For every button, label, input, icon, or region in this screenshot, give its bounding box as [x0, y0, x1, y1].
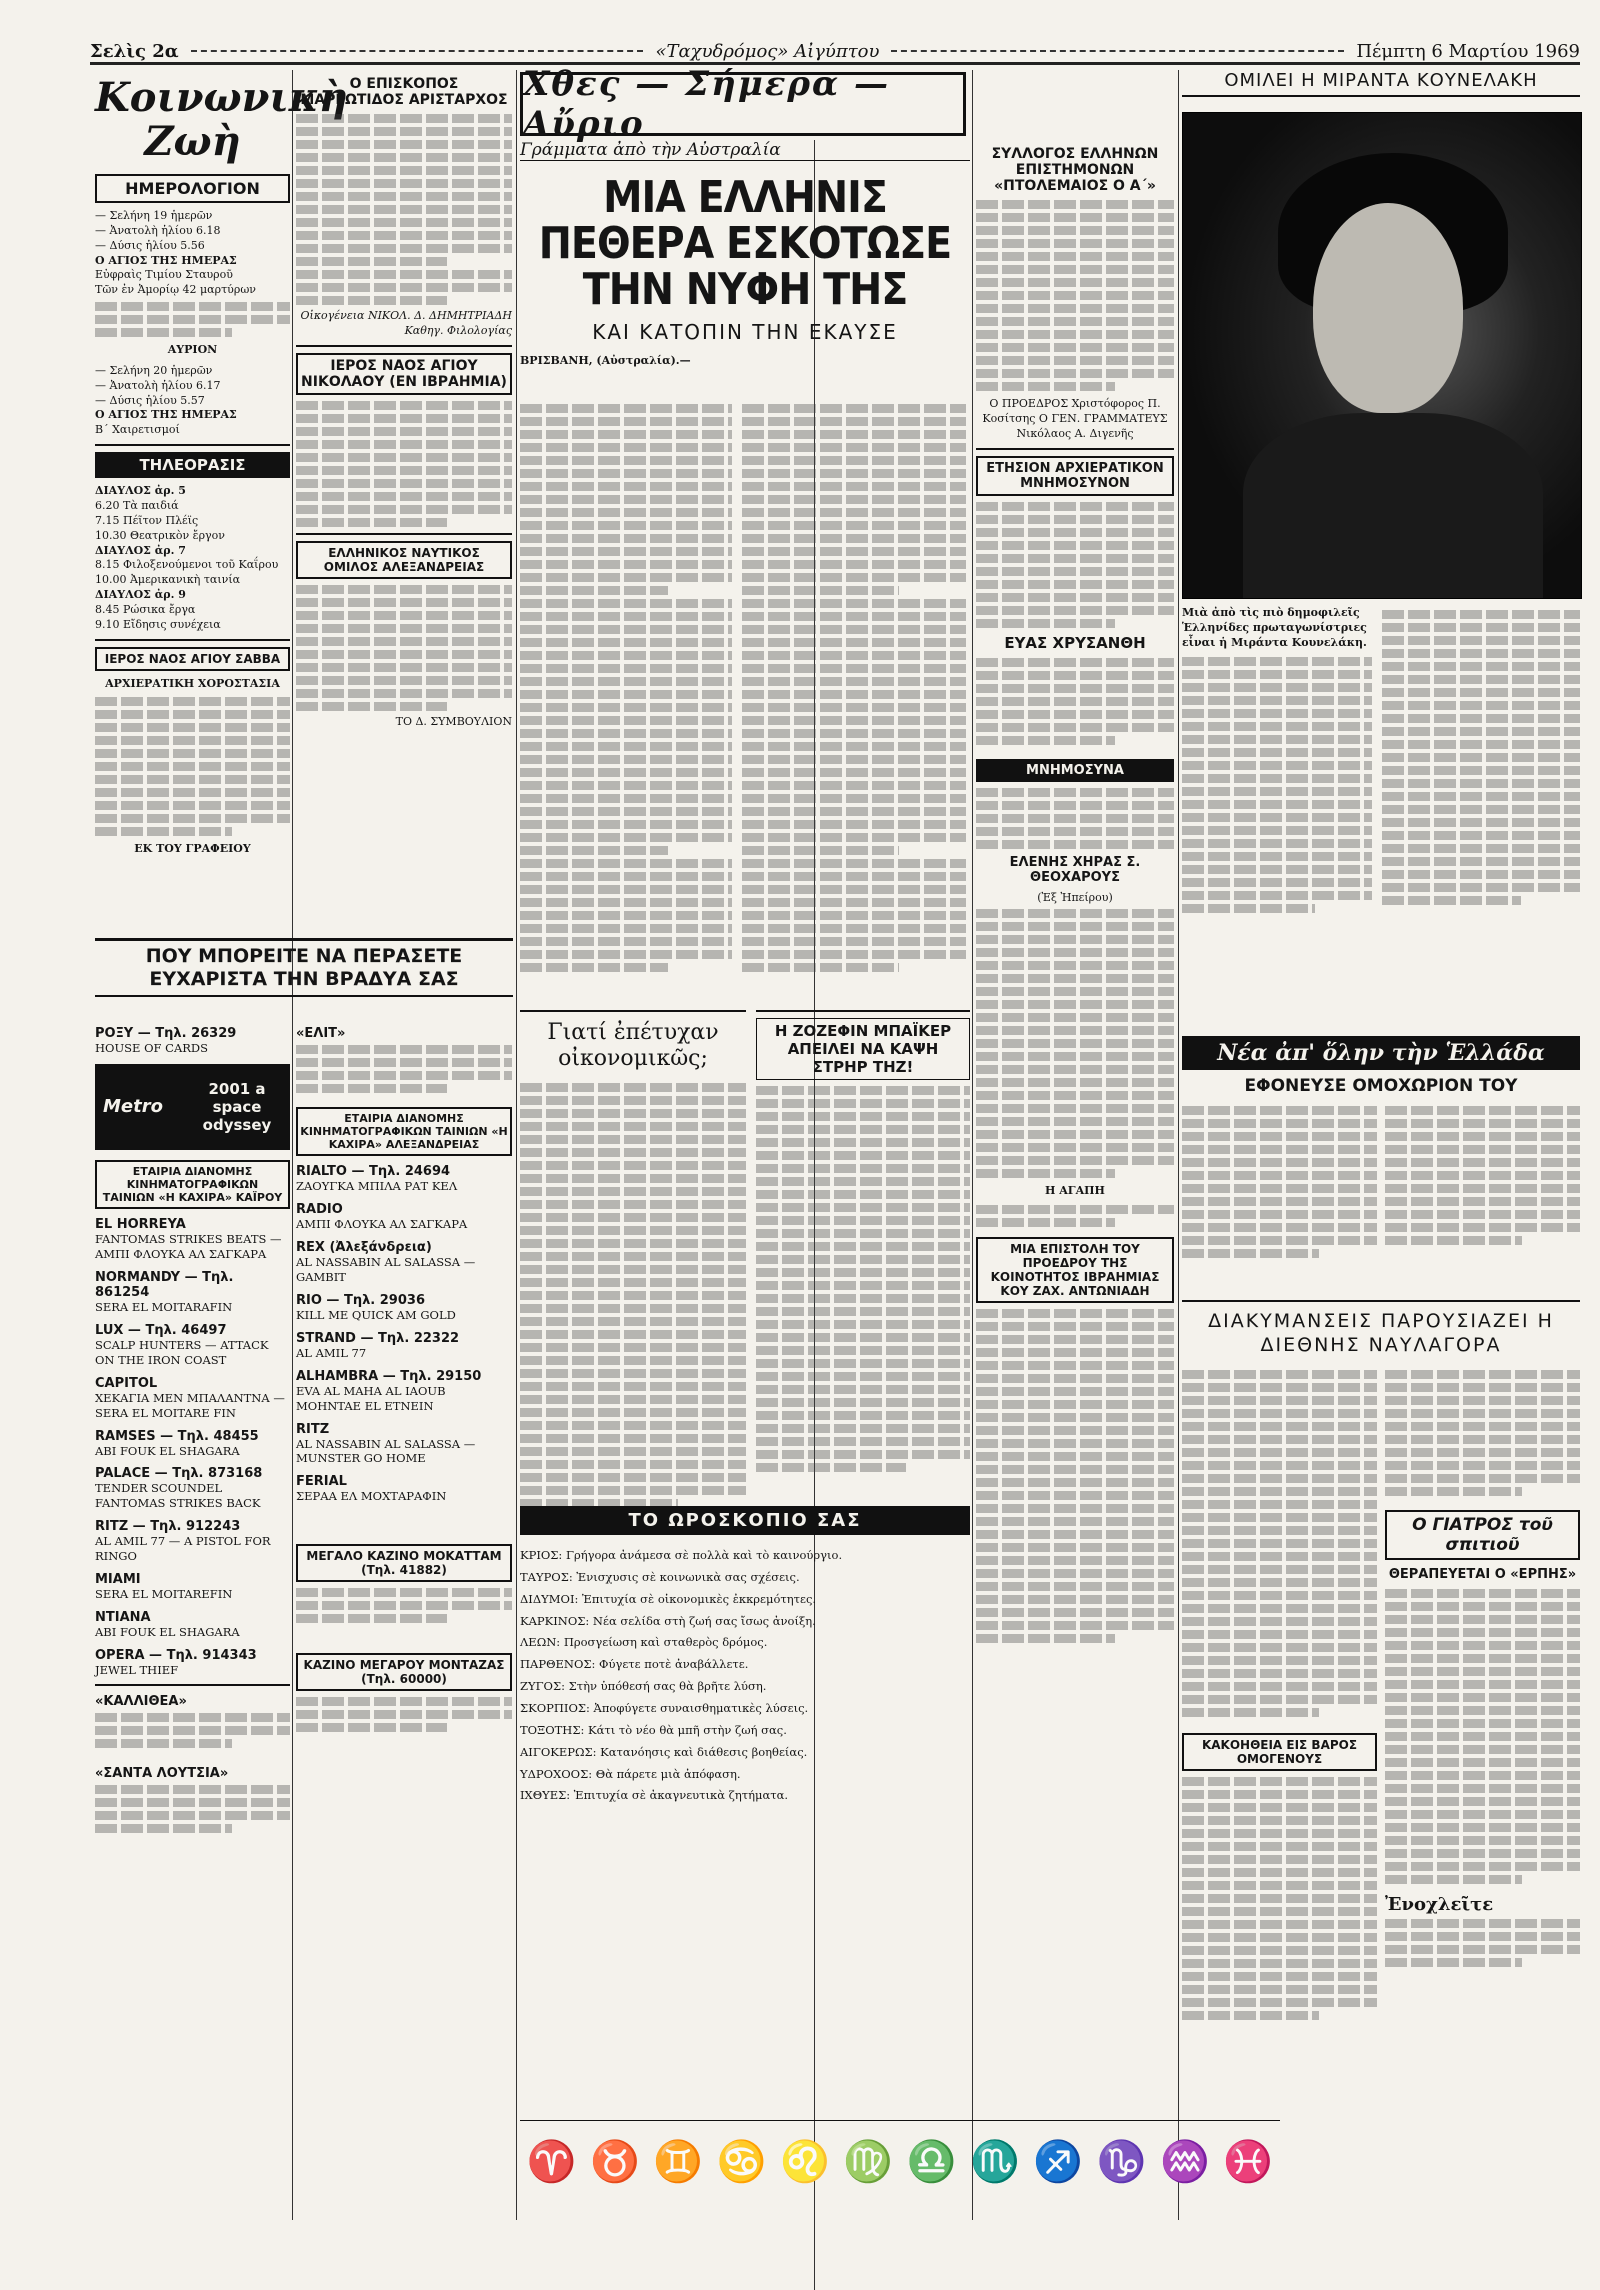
- column-associations: ΣΥΛΛΟΓΟΣ ΕΛΛΗΝΩΝ ΕΠΙΣΤΗΜΟΝΩΝ «ΠΤΟΛΕΜΑΙΟΣ Ο Α΄» Ο ΠΡΟΕΔΡΟΣ Χριστόφορος Π. Κοσίτσης Ο ΓΕΝ. ΓΡΑΜΜΑΤΕΥΣ Νικόλαος Α. Διγενῆς ΕΤΗΣΙΟΝ ΑΡΧΙΕΡΑΤΙΚΟΝ ΜΝΗΜΟΣΥΝΟΝ ΕΥΑΣ ΧΡΥΣΑΝΘΗ ΜΝΗΜΟΣΥΝΑ ΕΛΕΝΗΣ ΧΗΡΑΣ Σ. ΘΕΟΧΑΡΟΥΣ (Ἐξ Ἠπείρου) Η ΑΓΑΠΗ ΜΙΑ ΕΠΙΣΤΟΛΗ ΤΟΥ ΠΡΟΕΔΡΟΥ ΤΗΣ ΚΟΙΝΟΤΗΤΟΣ ΙΒΡΑΗΜΙΑΣ ΚΟΥ ΖΑΧ. ΑΝΤΩΝΙΑΔΗ: [976, 140, 1174, 1647]
- syllogos-heading: ΣΥΛΛΟΓΟΣ ΕΛΛΗΝΩΝ ΕΠΙΣΤΗΜΟΝΩΝ «ΠΤΟΛΕΜΑΙΟΣ Ο Α΄»: [991, 146, 1159, 194]
- pisces-icon: ♓: [1223, 2138, 1274, 2185]
- virgo-icon: ♍: [843, 2138, 894, 2185]
- horoscope-heading: ΤΟ ΩΡΟΣΚΟΠΙΟ ΣΑΣ: [520, 1506, 970, 1535]
- economic-article: [520, 1010, 746, 1512]
- leo-icon: ♌: [780, 2138, 830, 2185]
- issue-date: Πέμπτη 6 Μαρτίου 1969: [1356, 40, 1581, 62]
- nautical-club-heading: ΕΛΛΗΝΙΚΟΣ ΝΑΥΤΙΚΟΣ ΟΜΙΛΟΣ ΑΛΕΞΑΝΔΡΕΙΑΣ: [296, 541, 512, 579]
- shipping-news: ΔΙΑΚΥΜΑΝΣΕΙΣ ΠΑΡΟΥΣΙΑΖΕΙ Η ΔΙΕΘΝΗΣ ΝΑΥΛΑΓΟΡΑ ΚΑΚΟΗΘΕΙΑ ΕΙΣ ΒΑΡΟΣ ΟΜΟΓΕΝΟΥΣ Ο ΓΙΑΤΡΟΣ τοῦ σπιτιοῦ ΘΕΡΑΠΕΥΕΤΑΙ Ο «ΕΡΠΗΣ» Ἐνοχλεῖτε: [1182, 1300, 1580, 2024]
- sabba-heading: ΙΕΡΟΣ ΝΑΟΣ ΑΓΙΟΥ ΣΑΒΒΑ: [95, 647, 290, 671]
- interview-text-1: Μιὰ ἀπὸ τὶς πιὸ δημοφιλεῖς Ἑλληνίδες πρωταγωνίστριες εἶναι ἡ Μιράντα Κουνελάκη.: [1182, 606, 1372, 917]
- horoscope-signs: ΚΡΙΟΣ: Γρήγορα ἀνάμεσα σὲ πολλὰ καὶ τὸ καινούργιο. ΤΑΥΡΟΣ: Ἐνισχυσις σὲ κοινωνικὰ σας σχέσεις. ΔΙΔΥΜΟΙ: Ἐπιτυχία σὲ οἰκονομικὲς ἐκκρεμότητες. ΚΑΡΚΙΝΟΣ: Νέα σελίδα στὴ ζωή σας ἴσως ἀνοίξη. ΛΕΩΝ: Προσγείωση καὶ σταθερὸς δρόμος. ΠΑΡΘΕΝΟΣ: Φύγετε ποτὲ ἀναβάλλετε. ΖΥΓΟΣ: Στὴν ὑπόθεσή σας θὰ βρῆτε λύση. ΣΚΟΡΠΙΟΣ: Ἀποφύγετε συναισθηματικὲς λύσεις. ΤΟΞΟΤΗΣ: Κάτι τὸ νέο θὰ μπῆ στὴν ζωή σας. ΑΙΓΟΚΕΡΩΣ: Κατανόησις καὶ διάθεσις βοηθείας. ΥΔΡΟΧΟΟΣ: Θὰ πάρετε μιὰ ἀπόφαση. ΙΧΘΥΕΣ: Ἐπιτυχία σὲ ἀκαγνευτικὰ ζητήματα.: [520, 1548, 843, 1803]
- page-header: [90, 40, 1580, 65]
- column-notices: Ο ΕΠΙΣΚΟΠΟΣ ΜΑΡΕΩΤΙΔΟΣ ΑΡΙΣΤΑΡΧΟΣ Οἰκογένεια ΝΙΚΟΛ. Δ. ΔΗΜΗΤΡΙΑΔΗ Καθηγ. Φιλολογίας ΙΕΡΟΣ ΝΑΟΣ ΑΓΙΟΥ ΝΙΚΟΛΑΟΥ (ΕΝ ΙΒΡΑΗΜΙΑ) ΕΛΛΗΝΙΚΟΣ ΝΑΥΤΙΚΟΣ ΟΜΙΛΟΣ ΑΛΕΞΑΝΔΡΕΙΑΣ ΤΟ Δ. ΣΥΜΒΟΥΛΙΟΝ: [296, 70, 512, 730]
- interview-text-2: [1382, 606, 1580, 909]
- greece-news: Νέα ἀπ' ὅλην τὴν Ἑλλάδα ΕΦΟΝΕΥΣΕ ΟΜΟΧΩΡΙΟΝ ΤΟΥ: [1182, 1030, 1580, 1262]
- taurus-icon: ♉: [590, 2138, 640, 2185]
- column-social: Κοινωνικὴ Ζωὴ ΗΜΕΡΟΛΟΓΙΟΝ — Σελήνη 19 ἡμερῶν — Ἀνατολὴ ἡλίου 6.18 — Δύσις ἡλίου 5.56 Ο ΑΓΙΟΣ ΤΗΣ ΗΜΕΡΑΣ Εὐφραὶς Τιμίου Σταυροῦ Τῶν ἐν Ἀμορίῳ 42 μαρτύρων ΑΥΡΙΟΝ — Σελήνη 20 ἡμερῶν — Ἀνατολὴ ἡλίου 6.17 — Δύσις ἡλίου 5.57 Ο ΑΓΙΟΣ ΤΗΣ ΗΜΕΡΑΣ Β΄ Χαιρετισμοί ΤΗΛΕΟΡΑΣΙΣ ΔΙΑΥΛΟΣ ἀρ. 5 6.20 Τὰ παιδιά 7.15 Πέῖτον Πλέϊς 10.30 Θεατρικὸν ἔργον ΔΙΑΥΛΟΣ ἀρ. 7 8.15 Φιλοξενούμενοι τοῦ Καΐρου 10.00 Ἀμερικανικὴ ταινία ΔΙΑΥΛΟΣ ἀρ. 9 8.45 Ρώσικα ἔργα 9.10 Εἴδησις συνέχεια ΙΕΡΟΣ ΝΑΟΣ ΑΓΙΟΥ ΣΑΒΒΑ ΑΡΧΙΕΡΑΤΙΚΗ ΧΟΡΟΣΤΑΣΙΑ ΕΚ ΤΟΥ ΓΡΑΦΕΙΟΥ: [95, 74, 348, 856]
- story-text-2: [742, 400, 966, 976]
- doctor-column-heading: Ο ΓΙΑΤΡΟΣ τοῦ σπιτιοῦ: [1385, 1510, 1580, 1560]
- cinema-entries: EL HORREYA FANTOMAS STRIKES BEATS — ΑΜΠΙ ΦΛΟΥΚΑ ΑΛ ΣΑΓΚΑΡΑ NORMANDY — Τηλ. 861254 SERA EL MOITARAFIN LUX — Τηλ. 46497 SCALP HUNTERS — ATTACK ON THE IRON COAST CAPITOL ΧΕΚΑΓΙΑ ΜΕΝ ΜΠΑΛΑΝΤΝΑ — SERA EL MOITARE FIN RAMSES — Τηλ. 48455 ABI FOUK EL SHAGARA PALACE — Τηλ. 873168 TENDER SCOUNDEL FANTOMAS STRIKES BACK RITZ — Τηλ. 912243 AL AMIL 77 — A PISTOL FOR RINGO MIAMI SERA EL MOITAREFIN NTIANA ABI FOUK EL SHAGARA OPERA — Τηλ. 914343 JEWEL THIEF: [95, 1216, 285, 1678]
- masthead-name: «Ταχυδρόμος» Αἰγύπτου: [655, 40, 880, 62]
- entertainment-banner: [95, 938, 513, 997]
- calendar-heading: ΗΜΕΡΟΛΟΓΙΟΝ: [95, 174, 290, 203]
- zodiac-strip: [520, 2120, 1280, 2201]
- scorpio-icon: ♏: [970, 2138, 1020, 2185]
- aquarius-icon: ♒: [1160, 2138, 1210, 2185]
- cancer-icon: ♋: [716, 2138, 767, 2185]
- gemini-icon: ♊: [653, 2138, 704, 2185]
- bishop-heading: Ο ΕΠΙΣΚΟΠΟΣ ΜΑΡΕΩΤΙΔΟΣ ΑΡΙΣΤΑΡΧΟΣ: [300, 76, 508, 108]
- greece-news-heading: Νέα ἀπ' ὅλην τὴν Ἑλλάδα: [1182, 1036, 1580, 1070]
- capricorn-icon: ♑: [1096, 2138, 1147, 2185]
- baker-article: [756, 1010, 970, 1476]
- cinema-list-alexandria: «ΕΛΙΤ» ΕΤΑΙΡΙΑ ΔΙΑΝΟΜΗΣ ΚΙΝΗΜΑΤΟΓΡΑΦΙΚΩΝ ΤΑΙΝΙΩΝ «Η ΚΑΧΙΡΑ» ΑΛΕΞΑΝΔΡΕΙΑΣ RIALTO — Τηλ. 24694 ΖΑΟΥΓΚΑ ΜΠΙΛΑ ΡΑΤ ΚΕΛ RADIO ΑΜΠΙ ΦΛΟΥΚΑ ΑΛ ΣΑΓΚΑΡΑ REX (Ἀλεξάνδρεια) AL NASSABIN AL SALASSA — GAMBIT RIO — Τηλ. 29036 KILL ME QUICK AM GOLD STRAND — Τηλ. 22322 AL AMIL 77 ALHAMBRA — Τηλ. 29150 EVA AL MAHA AL IAOUB MOHNTAE EL ETNEIN RITZ AL NASSABIN AL SALASSA — MUNSTER GO HOME FERIAL ΣΕΡΑΑ ΕΛ ΜΟΧΤΑΡΑΦΙΝ ΜΕΓΑΛΟ ΚΑΖΙΝΟ ΜΟΚΑΤΤΑΜ (Τηλ. 41882) ΚΑΖΙΝΟ ΜΕΓΑΡΟΥ ΜΟΝΤΑΖΑΣ (Τηλ. 60000): [296, 1018, 512, 1736]
- calendar-list: — Σελήνη 19 ἡμερῶν — Ἀνατολὴ ἡλίου 6.18 — Δύσις ἡλίου 5.56 Ο ΑΓΙΟΣ ΤΗΣ ΗΜΕΡΑΣ Εὐφραὶς Τιμίου Σταυροῦ Τῶν ἐν Ἀμορίῳ 42 μαρτύρων: [95, 209, 256, 297]
- column-banner: Χθες — Σήμερα — Αὔριο: [520, 72, 966, 136]
- shipping-headline: ΔΙΑΚΥΜΑΝΣΕΙΣ ΠΑΡΟΥΣΙΑΖΕΙ Η ΔΙΕΘΝΗΣ ΝΑΥΛΑΓΟΡΑ: [1208, 1310, 1554, 1356]
- story-text-1: [520, 400, 732, 976]
- story-headline: ΜΙΑ ΕΛΛΗΝΙΣ ΠΕΘΕΡΑ ΕΣΚΟΤΩΣΕ ΤΗΝ ΝΥΦΗ ΤΗΣ: [538, 172, 952, 316]
- actress-photo: [1182, 112, 1582, 599]
- story-kicker: Γράμματα ἀπὸ τὴν Αὐστραλία: [520, 140, 970, 161]
- sagittarius-icon: ♐: [1033, 2138, 1084, 2185]
- entertainment-headline: ΠΟΥ ΜΠΟΡΕΙΤΕ ΝΑ ΠΕΡΑΣΕΤΕ ΕΥΧΑΡΙΣΤΑ ΤΗΝ ΒΡΑΔΥΑ ΣΑΣ: [145, 945, 463, 990]
- horoscope: [520, 1500, 970, 1541]
- president-letter-heading: ΜΙΑ ΕΠΙΣΤΟΛΗ ΤΟΥ ΠΡΟΕΔΡΟΥ ΤΗΣ ΚΟΙΝΟΤΗΤΟΣ ΙΒΡΑΗΜΙΑΣ ΚΟΥ ΖΑΧ. ΑΝΤΩΝΙΑΔΗ: [976, 1237, 1174, 1303]
- story-subhead: ΚΑΙ ΚΑΤΟΠΙΝ ΤΗΝ ΕΚΑΥΣΕ: [592, 319, 898, 344]
- memorial-heading: ΕΤΗΣΙΟΝ ΑΡΧΙΕΡΑΤΙΚΟΝ ΜΝΗΜΟΣΥΝΟΝ: [976, 456, 1174, 496]
- page-number: Σελὶς 2α: [90, 40, 179, 62]
- tv-heading: ΤΗΛΕΟΡΑΣΙΣ: [95, 452, 290, 478]
- interview-title: ΟΜΙΛΕΙ Η ΜΙΡΑΝΤΑ ΚΟΥΝΕΛΑΚΗ: [1182, 70, 1580, 97]
- column-interview: [1182, 70, 1580, 97]
- nikolaos-heading: ΙΕΡΟΣ ΝΑΟΣ ΑΓΙΟΥ ΝΙΚΟΛΑΟΥ (ΕΝ ΙΒΡΑΗΜΙΑ): [296, 353, 512, 395]
- metro-ad: Metro 2001 a space odyssey: [95, 1064, 290, 1150]
- cinema-list-cairo: ΡΟΞΥ — Τηλ. 26329 HOUSE OF CARDS Metro 2001 a space odyssey ΕΤΑΙΡΙΑ ΔΙΑΝΟΜΗΣ ΚΙΝΗΜΑΤΟΓΡΑΦΙΚΩΝ ΤΑΙΝΙΩΝ «Η ΚΑΧΙΡΑ» ΚΑΪΡΟΥ EL HORREYA FANTOMAS STRIKES BEATS — ΑΜΠΙ ΦΛΟΥΚΑ ΑΛ ΣΑΓΚΑΡΑ NORMANDY — Τηλ. 861254 SERA EL MOITARAFIN LUX — Τηλ. 46497 SCALP HUNTERS — ATTACK ON THE IRON COAST CAPITOL ΧΕΚΑΓΙΑ ΜΕΝ ΜΠΑΛΑΝΤΝΑ — SERA EL MOITARE FIN RAMSES — Τηλ. 48455 ABI FOUK EL SHAGARA PALACE — Τηλ. 873168 TENDER SCOUNDEL FANTOMAS STRIKES BACK RITZ — Τηλ. 912243 AL AMIL 77 — A PISTOL FOR RINGO MIAMI SERA EL MOITAREFIN NTIANA ABI FOUK EL SHAGARA OPERA — Τηλ. 914343 JEWEL THIEF «ΚΑΛΛΙΘΕΑ» «ΣΑΝΤΑ ΛΟΥΤΣΙΑ»: [95, 1018, 290, 1837]
- aries-icon: ♈: [526, 2138, 577, 2185]
- section-title: Κοινωνικὴ Ζωὴ: [95, 74, 348, 165]
- tv-listings: ΔΙΑΥΛΟΣ ἀρ. 5 6.20 Τὰ παιδιά 7.15 Πέῖτον Πλέϊς 10.30 Θεατρικὸν ἔργον ΔΙΑΥΛΟΣ ἀρ. 7 8.15 Φιλοξενούμενοι τοῦ Καΐρου 10.00 Ἀμερικανικὴ ταινία ΔΙΑΥΛΟΣ ἀρ. 9 8.45 Ρώσικα ἔργα 9.10 Εἴδησις συνέχεια: [95, 484, 279, 631]
- economic-headline: Γιατί ἐπέτυχαν οἰκονομικῶς;: [547, 1020, 719, 1072]
- baker-headline: Η ΖΟΖΕΦΙΝ ΜΠΑΪΚΕΡ ΑΠΕΙΛΕΙ ΝΑ ΚΑΨΗ ΣΤΡΗΡ ΤΗΖ!: [756, 1018, 970, 1080]
- main-story: Γράμματα ἀπὸ τὴν Αὐστραλία ΜΙΑ ΕΛΛΗΝΙΣ ΠΕΘΕΡΑ ΕΣΚΟΤΩΣΕ ΤΗΝ ΝΥΦΗ ΤΗΣ ΚΑΙ ΚΑΤΟΠΙΝ ΤΗΝ ΕΚΑΥΣΕ ΒΡΙΣΒΑΝΗ, (Αὐστραλία).—: [520, 140, 970, 368]
- libra-icon: ♎: [906, 2138, 957, 2185]
